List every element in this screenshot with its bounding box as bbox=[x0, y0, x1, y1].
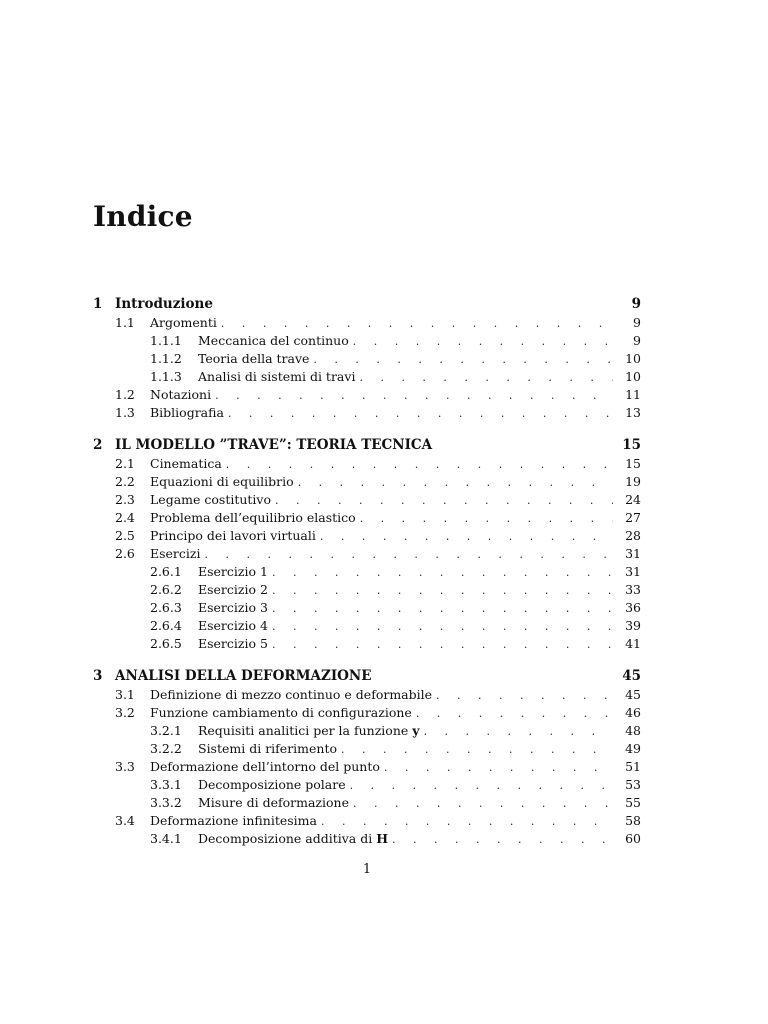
subsection-title bbox=[198, 831, 392, 846]
dot-leader bbox=[392, 834, 613, 846]
toc-subsection[interactable] bbox=[93, 561, 641, 579]
math-symbol: H bbox=[376, 831, 389, 846]
toc-subsection[interactable] bbox=[93, 720, 641, 738]
subsection-title bbox=[198, 777, 350, 792]
subsection-number: 3.3.2 bbox=[150, 795, 182, 810]
chapter-number: 2 bbox=[93, 437, 103, 453]
toc-section[interactable] bbox=[93, 756, 641, 774]
chapter-number: 3 bbox=[93, 668, 103, 684]
toc-section[interactable] bbox=[93, 702, 641, 720]
section-title: Cinematica bbox=[150, 456, 222, 471]
dot-leader bbox=[275, 495, 613, 507]
subsection-title-text: Requisiti analitici per la funzione bbox=[198, 723, 409, 738]
toc-chapter[interactable] bbox=[93, 434, 641, 453]
subsection-page: 55 bbox=[625, 795, 641, 810]
section-number: 3.3 bbox=[115, 759, 135, 774]
section-number: 2.5 bbox=[115, 528, 135, 543]
dot-leader bbox=[353, 336, 613, 348]
section-number: 2.3 bbox=[115, 492, 135, 507]
subsection-number: 2.6.2 bbox=[150, 582, 182, 597]
section-number: 2.6 bbox=[115, 546, 135, 561]
subsection-title bbox=[198, 618, 272, 633]
subsection-title bbox=[198, 795, 353, 810]
section-page: 31 bbox=[625, 546, 641, 561]
toc-section[interactable] bbox=[93, 525, 641, 543]
dot-leader bbox=[272, 585, 613, 597]
subsection-page: 9 bbox=[633, 333, 641, 348]
subsection-number: 2.6.3 bbox=[150, 600, 182, 615]
toc-section[interactable] bbox=[93, 489, 641, 507]
section-title: Funzione cambiamento di configurazione bbox=[150, 705, 412, 720]
subsection-title bbox=[198, 723, 424, 738]
section-number: 2.4 bbox=[115, 510, 135, 525]
section-page: 15 bbox=[625, 456, 641, 471]
math-symbol: y bbox=[412, 723, 420, 738]
section-title: Legame costitutivo bbox=[150, 492, 272, 507]
toc-subsection[interactable] bbox=[93, 633, 641, 651]
section-title: Deformazione dell’intorno del punto bbox=[150, 759, 380, 774]
subsection-page: 60 bbox=[625, 831, 641, 846]
toc-chapter[interactable] bbox=[93, 665, 641, 684]
subsection-title-text: Esercizio 4 bbox=[198, 618, 268, 633]
section-page: 28 bbox=[625, 528, 641, 543]
dot-leader bbox=[353, 798, 613, 810]
toc-section[interactable] bbox=[93, 810, 641, 828]
section-page: 13 bbox=[625, 405, 641, 420]
subsection-number: 1.1.2 bbox=[150, 351, 182, 366]
subsection-number: 1.1.1 bbox=[150, 333, 182, 348]
subsection-title-text: Sistemi di riferimento bbox=[198, 741, 338, 756]
section-page: 11 bbox=[625, 387, 641, 402]
section-page: 51 bbox=[625, 759, 641, 774]
section-number: 3.1 bbox=[115, 687, 135, 702]
subsection-number: 3.2.1 bbox=[150, 723, 182, 738]
subsection-number: 3.3.1 bbox=[150, 777, 182, 792]
toc-section[interactable] bbox=[93, 453, 641, 471]
toc-subsection[interactable] bbox=[93, 828, 641, 846]
section-title: Equazioni di equilibrio bbox=[150, 474, 294, 489]
dot-leader bbox=[221, 318, 613, 330]
toc-subsection[interactable] bbox=[93, 597, 641, 615]
chapter-title: Introduzione bbox=[115, 296, 213, 312]
subsection-title bbox=[198, 741, 341, 756]
toc-subsection[interactable] bbox=[93, 579, 641, 597]
subsection-title-text: Esercizio 5 bbox=[198, 636, 268, 651]
chapter-page: 9 bbox=[631, 296, 641, 312]
subsection-title bbox=[198, 333, 353, 348]
section-title: Principo dei lavori virtuali bbox=[150, 528, 316, 543]
subsection-page: 48 bbox=[625, 723, 641, 738]
toc-subsection[interactable] bbox=[93, 615, 641, 633]
toc-chapter[interactable] bbox=[93, 293, 641, 312]
toc-subsection[interactable] bbox=[93, 366, 641, 384]
subsection-title-text: Teoria della trave bbox=[198, 351, 310, 366]
dot-leader bbox=[272, 567, 613, 579]
dot-leader bbox=[313, 354, 613, 366]
dot-leader bbox=[320, 531, 613, 543]
section-title: Bibliografia bbox=[150, 405, 224, 420]
subsection-title-text: Esercizio 1 bbox=[198, 564, 268, 579]
section-page: 45 bbox=[625, 687, 641, 702]
subsection-title bbox=[198, 636, 272, 651]
table-of-contents bbox=[93, 293, 641, 846]
subsection-page: 39 bbox=[625, 618, 641, 633]
subsection-title bbox=[198, 582, 272, 597]
section-page: 19 bbox=[625, 474, 641, 489]
subsection-title-text: Analisi di sistemi di travi bbox=[198, 369, 356, 384]
dot-leader bbox=[272, 621, 613, 633]
chapter-title: IL MODELLO ”TRAVE”: TEORIA TECNICA bbox=[115, 437, 433, 453]
toc-section[interactable] bbox=[93, 543, 641, 561]
toc-subsection[interactable] bbox=[93, 774, 641, 792]
toc-subsection[interactable] bbox=[93, 792, 641, 810]
section-title: Problema dell’equilibrio elastico bbox=[150, 510, 356, 525]
dot-leader bbox=[341, 744, 613, 756]
subsection-page: 49 bbox=[625, 741, 641, 756]
dot-leader bbox=[228, 408, 613, 420]
subsection-title bbox=[198, 369, 359, 384]
section-page: 46 bbox=[625, 705, 641, 720]
toc-section[interactable] bbox=[93, 384, 641, 402]
dot-leader bbox=[226, 459, 613, 471]
subsection-title bbox=[198, 600, 272, 615]
dot-leader bbox=[416, 708, 613, 720]
section-number: 2.1 bbox=[115, 456, 135, 471]
toc-subsection[interactable] bbox=[93, 738, 641, 756]
dot-leader bbox=[272, 639, 613, 651]
subsection-number: 2.6.5 bbox=[150, 636, 182, 651]
subsection-title bbox=[198, 564, 272, 579]
subsection-number: 2.6.4 bbox=[150, 618, 182, 633]
toc-section[interactable] bbox=[93, 684, 641, 702]
subsection-page: 10 bbox=[625, 369, 641, 384]
subsection-title bbox=[198, 351, 313, 366]
subsection-page: 33 bbox=[625, 582, 641, 597]
dot-leader bbox=[215, 390, 613, 402]
toc-subsection[interactable] bbox=[93, 348, 641, 366]
section-number: 2.2 bbox=[115, 474, 135, 489]
section-title: Argomenti bbox=[150, 315, 217, 330]
section-number: 1.1 bbox=[115, 315, 135, 330]
toc-subsection[interactable] bbox=[93, 330, 641, 348]
section-number: 3.4 bbox=[115, 813, 135, 828]
subsection-number: 2.6.1 bbox=[150, 564, 182, 579]
subsection-number: 3.4.1 bbox=[150, 831, 182, 846]
subsection-number: 1.1.3 bbox=[150, 369, 182, 384]
dot-leader bbox=[424, 726, 613, 738]
subsection-title-text: Decomposizione additiva di bbox=[198, 831, 373, 846]
dot-leader bbox=[384, 762, 613, 774]
subsection-title-text: Decomposizione polare bbox=[198, 777, 346, 792]
section-title: Deformazione infinitesima bbox=[150, 813, 317, 828]
section-number: 3.2 bbox=[115, 705, 135, 720]
dot-leader bbox=[272, 603, 613, 615]
dot-leader bbox=[436, 690, 613, 702]
subsection-page: 31 bbox=[625, 564, 641, 579]
dot-leader bbox=[350, 780, 613, 792]
page-title: Indice bbox=[93, 200, 193, 233]
chapter-page: 45 bbox=[622, 668, 641, 684]
section-page: 24 bbox=[625, 492, 641, 507]
subsection-page: 36 bbox=[625, 600, 641, 615]
subsection-title-text: Esercizio 3 bbox=[198, 600, 268, 615]
dot-leader bbox=[321, 816, 613, 828]
subsection-page: 53 bbox=[625, 777, 641, 792]
subsection-title-text: Meccanica del continuo bbox=[198, 333, 349, 348]
section-number: 1.2 bbox=[115, 387, 135, 402]
subsection-title-text: Esercizio 2 bbox=[198, 582, 268, 597]
subsection-title-text: Misure di deformazione bbox=[198, 795, 349, 810]
dot-leader bbox=[360, 513, 613, 525]
toc-section[interactable] bbox=[93, 507, 641, 525]
chapter-spacer bbox=[93, 420, 641, 434]
subsection-page: 41 bbox=[625, 636, 641, 651]
section-title: Notazioni bbox=[150, 387, 212, 402]
subsection-page: 10 bbox=[625, 351, 641, 366]
page-number: 1 bbox=[362, 862, 372, 877]
toc-section[interactable] bbox=[93, 471, 641, 489]
section-page: 9 bbox=[633, 315, 641, 330]
section-title: Definizione di mezzo continuo e deformabile bbox=[150, 687, 433, 702]
section-page: 58 bbox=[625, 813, 641, 828]
chapter-number: 1 bbox=[93, 296, 103, 312]
chapter-spacer bbox=[93, 651, 641, 665]
toc-section[interactable] bbox=[93, 312, 641, 330]
section-page: 27 bbox=[625, 510, 641, 525]
toc-section[interactable] bbox=[93, 402, 641, 420]
dot-leader bbox=[298, 477, 613, 489]
chapter-page: 15 bbox=[622, 437, 641, 453]
section-number: 1.3 bbox=[115, 405, 135, 420]
subsection-number: 3.2.2 bbox=[150, 741, 182, 756]
dot-leader bbox=[359, 372, 613, 384]
chapter-title: ANALISI DELLA DEFORMAZIONE bbox=[115, 668, 372, 684]
section-title: Esercizi bbox=[150, 546, 201, 561]
dot-leader bbox=[205, 549, 614, 561]
